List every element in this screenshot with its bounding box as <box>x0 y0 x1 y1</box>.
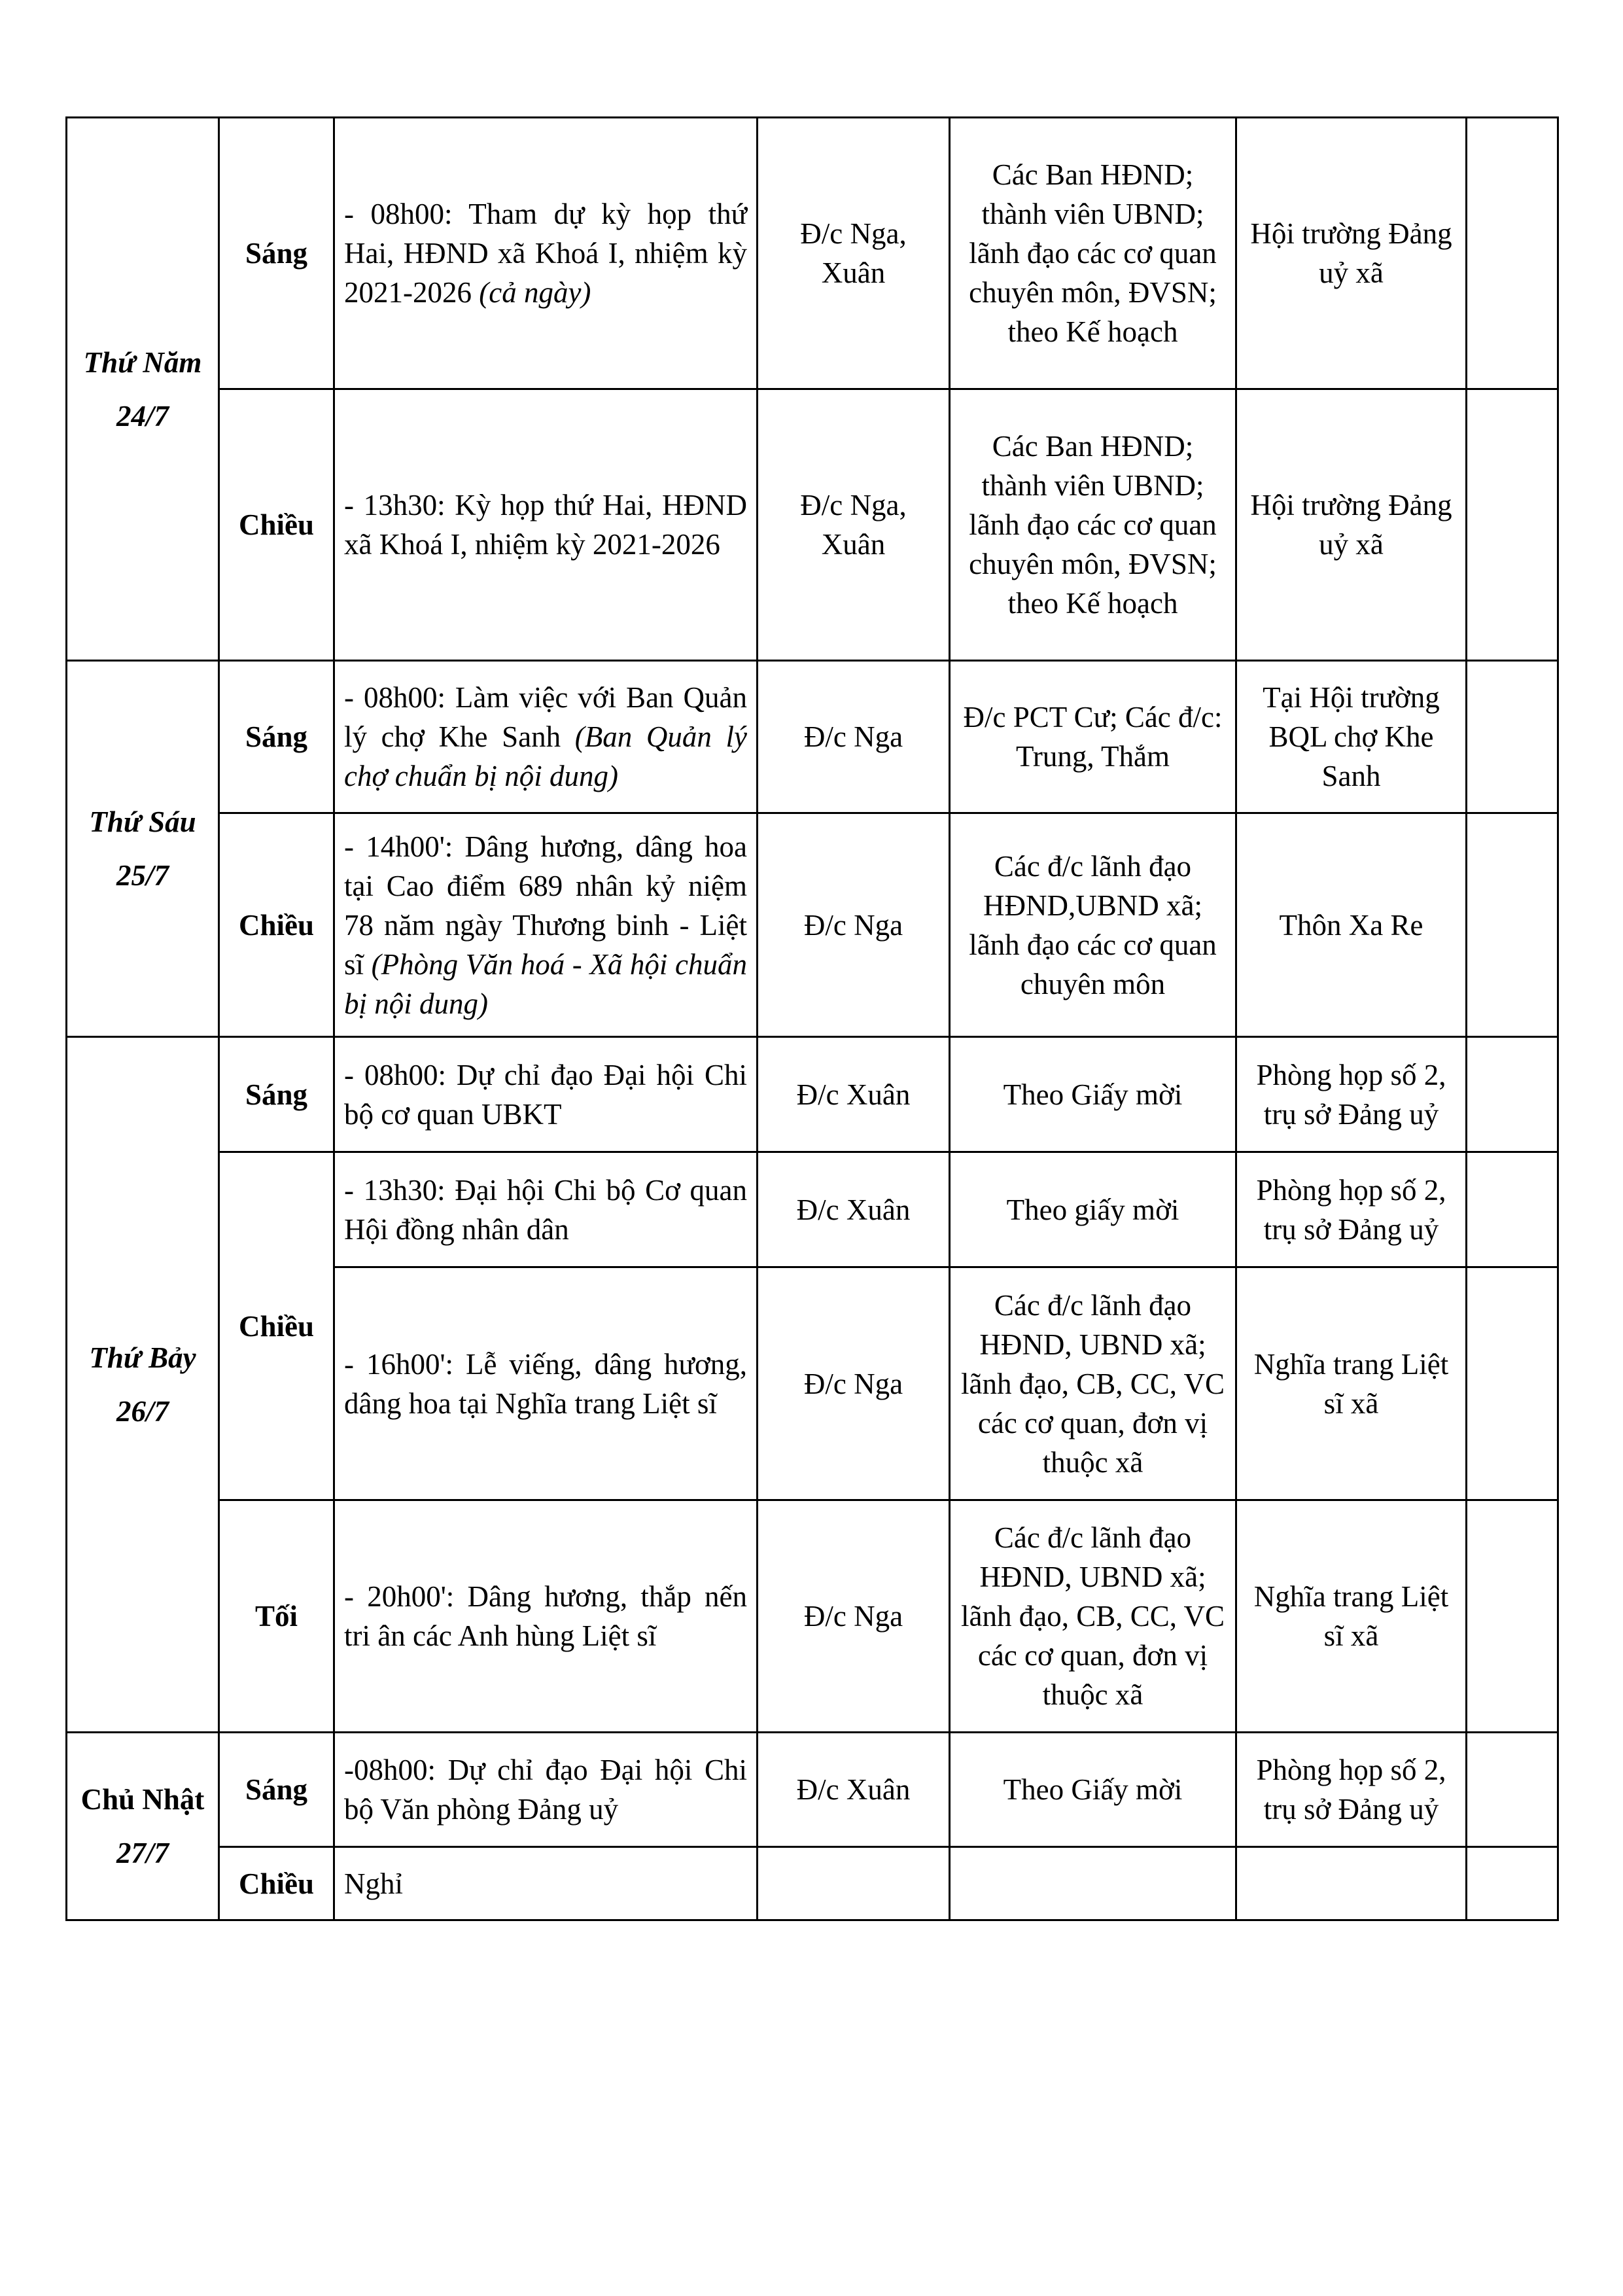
location-cell: Tại Hội trường BQL chợ Khe Sanh <box>1236 661 1467 813</box>
note-cell <box>1467 1733 1558 1847</box>
content-cell <box>334 813 758 1037</box>
content-note: (Phòng Văn hoá - Xã hội chuẩn bị nội dung) <box>344 947 747 1020</box>
table-row <box>67 118 1558 389</box>
table-row <box>67 1500 1558 1733</box>
table-row <box>67 389 1558 661</box>
person-cell: Đ/c Xuân <box>758 1733 950 1847</box>
note-cell <box>1467 118 1558 389</box>
location-cell <box>1236 1847 1467 1920</box>
location-cell: Nghĩa trang Liệt sĩ xã <box>1236 1500 1467 1733</box>
session-cell: Chiều <box>219 813 334 1037</box>
day-name: Thứ Bảy <box>89 1341 196 1374</box>
note-cell <box>1467 1037 1558 1152</box>
content-note: (cả ngày) <box>472 276 591 309</box>
note-cell <box>1467 1152 1558 1267</box>
day-name: Thứ Năm <box>83 345 202 379</box>
location-cell: Phòng họp số 2, trụ sở Đảng uỷ <box>1236 1733 1467 1847</box>
participants-cell: Theo giấy mời <box>950 1152 1236 1267</box>
person-cell: Đ/c Nga <box>758 1500 950 1733</box>
day-cell-thu-sau <box>67 661 219 1037</box>
table-row <box>67 1733 1558 1847</box>
note-cell <box>1467 1267 1558 1500</box>
person-cell: Đ/c Nga, Xuân <box>758 389 950 661</box>
content-cell: Nghỉ <box>334 1847 758 1920</box>
location-cell: Hội trường Đảng uỷ xã <box>1236 389 1467 661</box>
location-cell: Thôn Xa Re <box>1236 813 1467 1037</box>
note-cell <box>1467 1500 1558 1733</box>
participants-cell <box>950 1847 1236 1920</box>
session-cell: Chiều <box>219 1152 334 1500</box>
content-cell: -08h00: Dự chỉ đạo Đại hội Chi bộ Văn phòng Đảng uỷ <box>334 1733 758 1847</box>
note-cell <box>1467 1847 1558 1920</box>
person-cell: Đ/c Nga <box>758 661 950 813</box>
note-cell <box>1467 813 1558 1037</box>
participants-cell: Các đ/c lãnh đạo HĐND,UBND xã; lãnh đạo các cơ quan chuyên môn <box>950 813 1236 1037</box>
table-row <box>67 1152 1558 1267</box>
content-cell: - 08h00: Dự chỉ đạo Đại hội Chi bộ cơ quan UBKT <box>334 1037 758 1152</box>
person-cell: Đ/c Nga, Xuân <box>758 118 950 389</box>
person-cell: Đ/c Nga <box>758 1267 950 1500</box>
session-cell: Sáng <box>219 118 334 389</box>
participants-cell: Các Ban HĐND; thành viên UBND; lãnh đạo các cơ quan chuyên môn, ĐVSN; theo Kế hoạch <box>950 389 1236 661</box>
content-cell: - 16h00': Lễ viếng, dâng hương, dâng hoa tại Nghĩa trang Liệt sĩ <box>334 1267 758 1500</box>
session-cell: Sáng <box>219 1733 334 1847</box>
note-cell <box>1467 389 1558 661</box>
location-cell: Hội trường Đảng uỷ xã <box>1236 118 1467 389</box>
content-text: - 14h00': Dâng hương, dâng hoa tại Cao điểm 689 nhân kỷ niệm 78 năm ngày Thương binh - Liệt sĩ <box>344 830 747 981</box>
note-cell <box>1467 661 1558 813</box>
location-cell: Nghĩa trang Liệt sĩ xã <box>1236 1267 1467 1500</box>
content-cell: - 13h30: Kỳ họp thứ Hai, HĐND xã Khoá I, nhiệm kỳ 2021-2026 <box>334 389 758 661</box>
session-cell: Sáng <box>219 1037 334 1152</box>
day-cell-thu-bay <box>67 1037 219 1733</box>
participants-cell: Các Ban HĐND; thành viên UBND; lãnh đạo các cơ quan chuyên môn, ĐVSN; theo Kế hoạch <box>950 118 1236 389</box>
table-row <box>67 813 1558 1037</box>
participants-cell: Đ/c PCT Cư; Các đ/c: Trung, Thắm <box>950 661 1236 813</box>
participants-cell: Các đ/c lãnh đạo HĐND, UBND xã; lãnh đạo, CB, CC, VC các cơ quan, đơn vị thuộc xã <box>950 1500 1236 1733</box>
content-cell: - 20h00': Dâng hương, thắp nến tri ân các Anh hùng Liệt sĩ <box>334 1500 758 1733</box>
location-cell: Phòng họp số 2, trụ sở Đảng uỷ <box>1236 1037 1467 1152</box>
session-cell: Chiều <box>219 389 334 661</box>
day-date: 25/7 <box>116 859 169 892</box>
table-row <box>67 661 1558 813</box>
session-cell: Sáng <box>219 661 334 813</box>
content-text: - 08h00: Làm việc với Ban Quản lý chợ Khe Sanh <box>344 681 747 753</box>
day-cell-thu-nam <box>67 118 219 661</box>
participants-cell: Theo Giấy mời <box>950 1733 1236 1847</box>
person-cell: Đ/c Nga <box>758 813 950 1037</box>
day-name: Chủ Nhật <box>80 1783 205 1816</box>
participants-cell: Theo Giấy mời <box>950 1037 1236 1152</box>
content-cell <box>334 661 758 813</box>
table-row <box>67 1037 1558 1152</box>
person-cell: Đ/c Xuân <box>758 1152 950 1267</box>
location-cell: Phòng họp số 2, trụ sở Đảng uỷ <box>1236 1152 1467 1267</box>
day-date: 24/7 <box>116 399 169 433</box>
content-cell <box>334 118 758 389</box>
weekly-schedule-table <box>65 116 1559 1921</box>
day-cell-chu-nhat <box>67 1733 219 1920</box>
day-date: 26/7 <box>116 1395 169 1428</box>
content-text: - 08h00: Tham dự kỳ họp thứ Hai, HĐND xã Khoá I, nhiệm kỳ 2021-2026 <box>344 198 747 309</box>
person-cell: Đ/c Xuân <box>758 1037 950 1152</box>
day-date: 27/7 <box>116 1837 169 1869</box>
content-note: (Ban Quản lý chợ chuẩn bị nội dung) <box>344 720 748 792</box>
day-name: Thứ Sáu <box>89 805 196 838</box>
session-cell: Tối <box>219 1500 334 1733</box>
session-cell: Chiều <box>219 1847 334 1920</box>
table-row <box>67 1847 1558 1920</box>
content-cell: - 13h30: Đại hội Chi bộ Cơ quan Hội đồng nhân dân <box>334 1152 758 1267</box>
person-cell <box>758 1847 950 1920</box>
participants-cell: Các đ/c lãnh đạo HĐND, UBND xã; lãnh đạo, CB, CC, VC các cơ quan, đơn vị thuộc xã <box>950 1267 1236 1500</box>
